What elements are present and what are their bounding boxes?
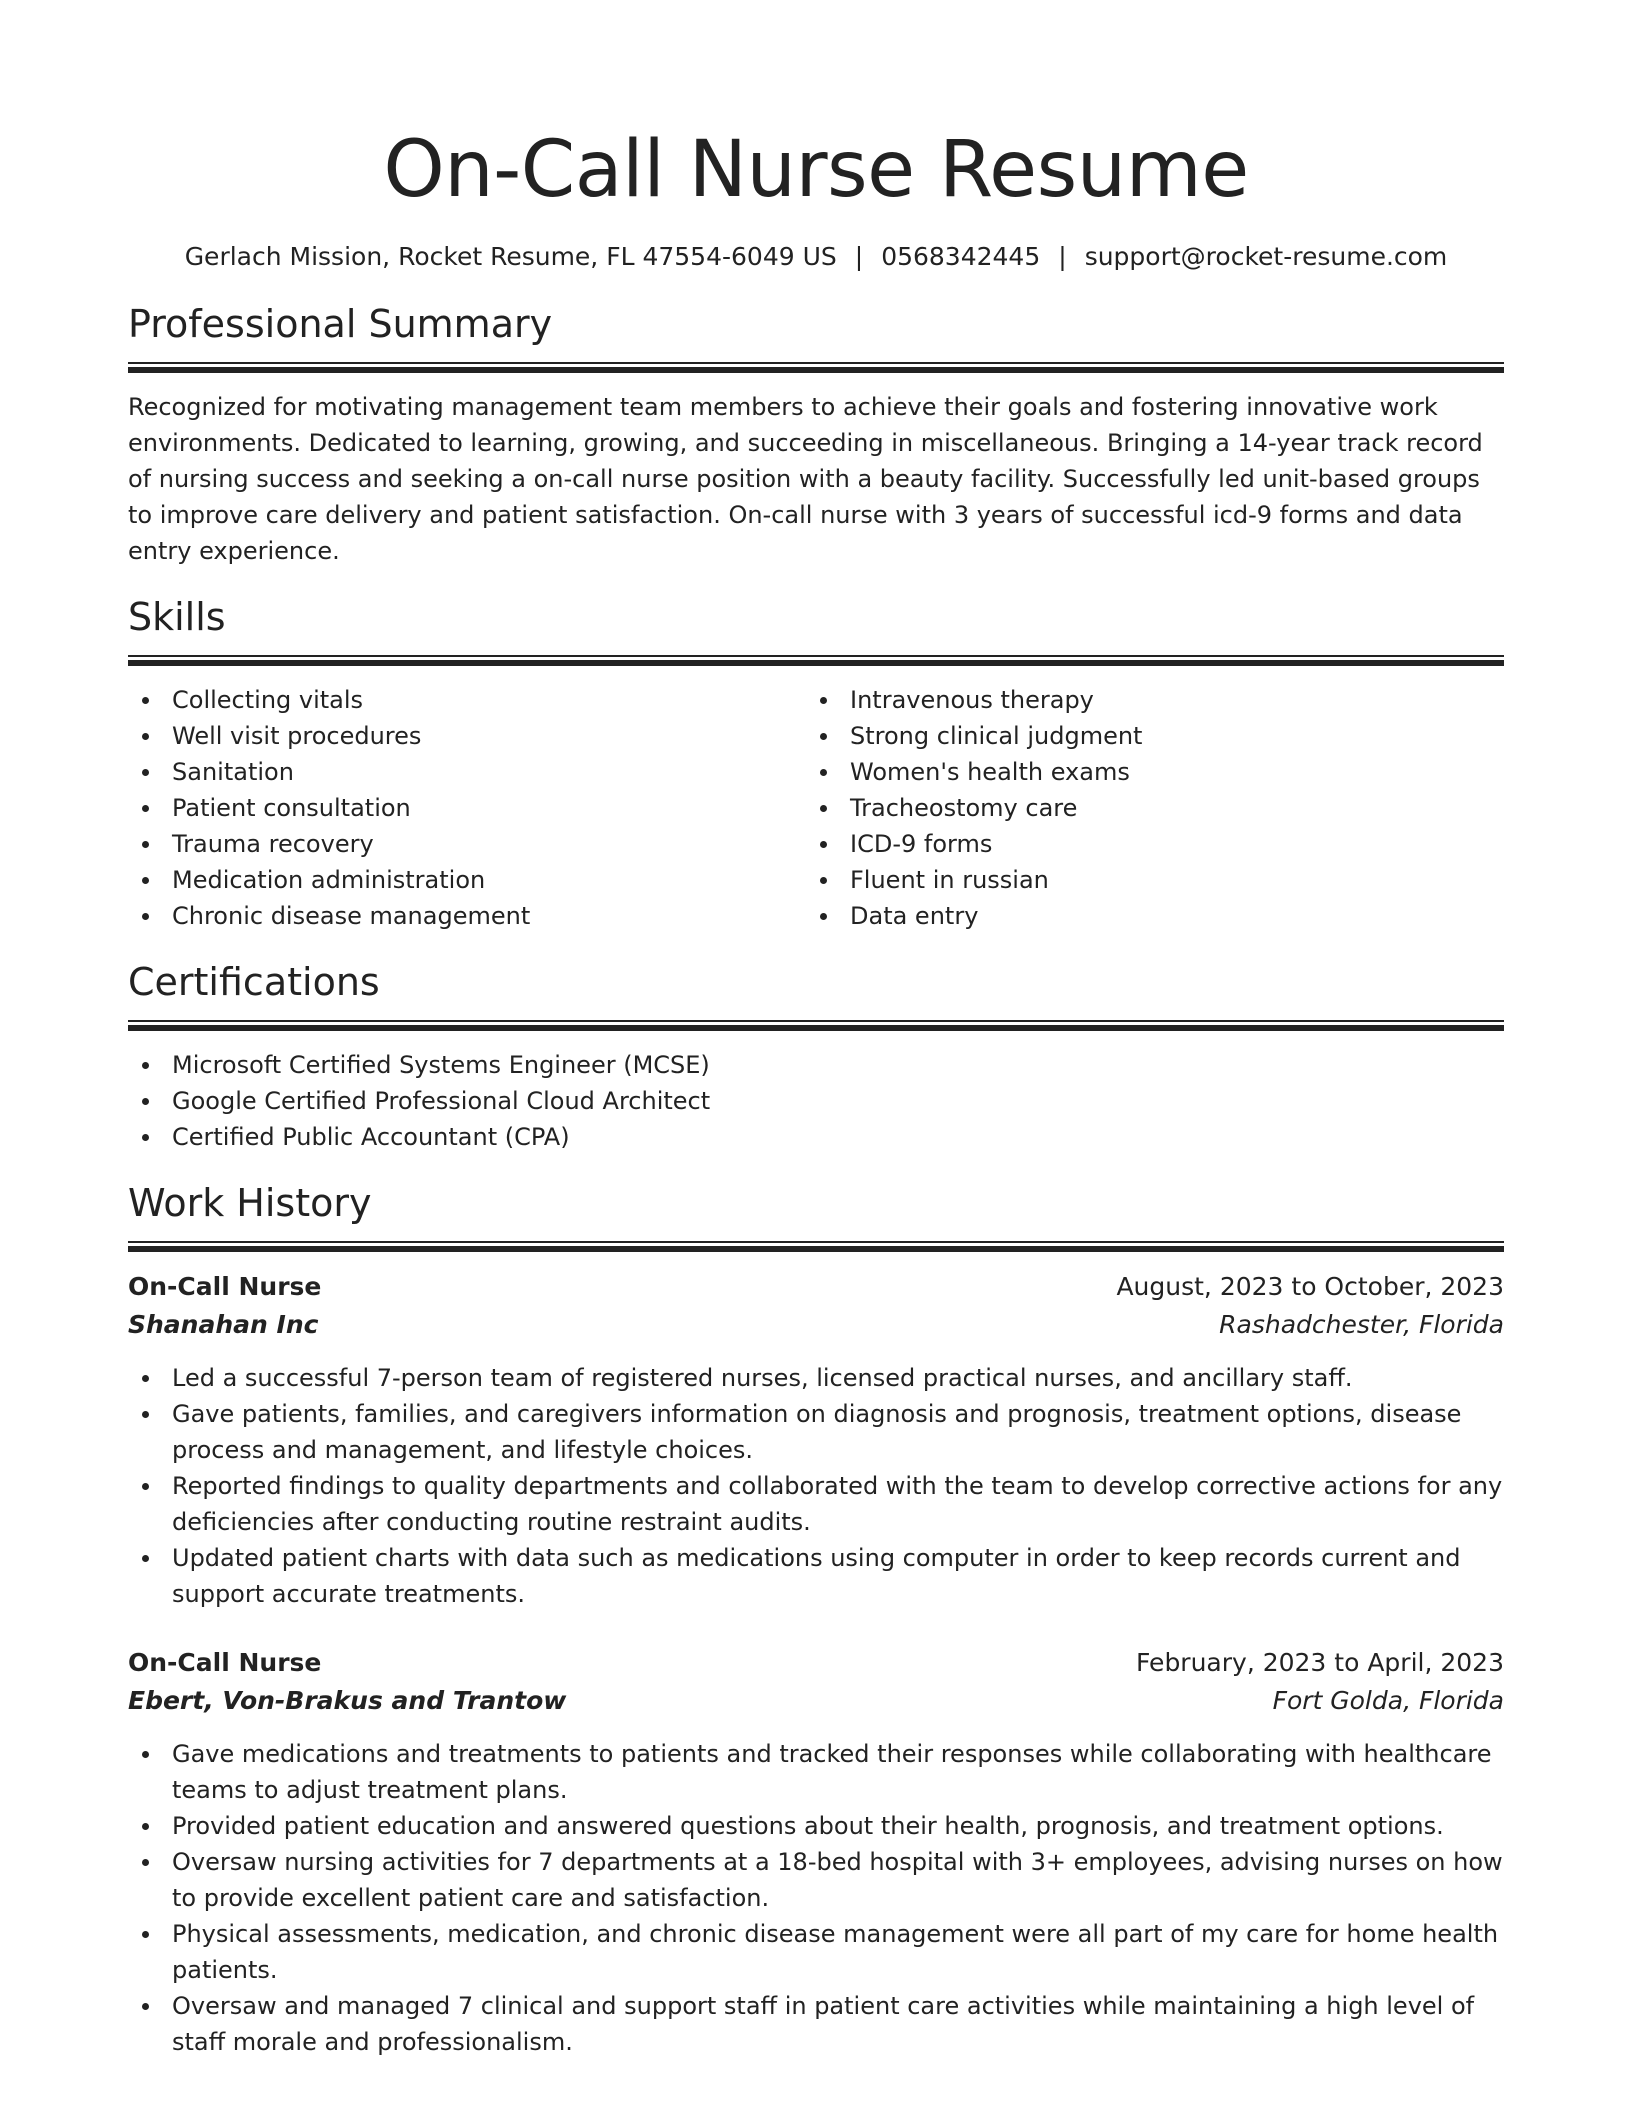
skills-section <box>128 593 1504 934</box>
certification-item: Certified Public Accountant (CPA) <box>128 1119 1504 1155</box>
work-history-heading: Work History <box>128 1181 372 1225</box>
resume-page <box>128 0 1504 2060</box>
skills-heading: Skills <box>128 595 226 639</box>
skills-list-left <box>128 682 806 934</box>
job-duty: Updated patient charts with data such as medications using computer in order to keep records current and support accurate treatments. <box>128 1540 1504 1612</box>
job-dates: August, 2023 to October, 2023 <box>1116 1272 1504 1301</box>
job-header <box>128 1268 1504 1306</box>
job-title: On-Call Nurse <box>128 1648 322 1677</box>
job-duty: Oversaw and managed 7 clinical and support staff in patient care activities while maintaining a high level of staff morale and professionalism. <box>128 1988 1504 2060</box>
contact-email: support@rocket-resume.com <box>1084 242 1448 271</box>
skill-item: Well visit procedures <box>128 718 806 754</box>
job-company: Ebert, Von-Brakus and Trantow <box>128 1686 567 1715</box>
job-subheader <box>128 1682 1504 1720</box>
job-duties-list <box>128 1360 1504 1612</box>
job-duty: Provided patient education and answered questions about their health, prognosis, and treatment options. <box>128 1808 1504 1844</box>
section-divider <box>128 1241 1504 1252</box>
contact-separator: | <box>854 242 864 271</box>
skills-grid <box>128 682 1504 934</box>
job-entry <box>128 1268 1504 1612</box>
job-duties-list <box>128 1736 1504 2060</box>
skill-item: Collecting vitals <box>128 682 806 718</box>
resume-title: On-Call Nurse Resume <box>383 125 1249 215</box>
contact-phone: 0568342445 <box>881 242 1041 271</box>
summary-heading: Professional Summary <box>128 302 553 346</box>
summary-text: Recognized for motivating management team members to achieve their goals and fostering innovative work environments. Dedicated to learning, growing, and succeeding in miscellaneous. Bringing a 14-year track record of nursing success and seeking a on-call nurse position with a beauty facility. Successfully led unit-based groups to improve care delivery and patient satisfaction. On-call nurse with 3 years of successful icd-9 forms and data entry experience. <box>128 393 1483 565</box>
skill-item: ICD-9 forms <box>806 826 1484 862</box>
job-duty: Gave patients, families, and caregivers information on diagnosis and prognosis, treatment options, disease process and management, and lifestyle choices. <box>128 1396 1504 1468</box>
job-duty: Gave medications and treatments to patients and tracked their responses while collaborating with healthcare teams to adjust treatment plans. <box>128 1736 1504 1808</box>
job-header <box>128 1644 1504 1682</box>
section-divider <box>128 362 1504 373</box>
contact-address: Gerlach Mission, Rocket Resume, FL 47554-6049 US <box>184 242 837 271</box>
certification-item: Google Certified Professional Cloud Architect <box>128 1083 1504 1119</box>
skill-item: Tracheostomy care <box>806 790 1484 826</box>
skills-list-right <box>806 682 1484 934</box>
skill-item: Intravenous therapy <box>806 682 1484 718</box>
skill-item: Strong clinical judgment <box>806 718 1484 754</box>
job-subheader <box>128 1306 1504 1344</box>
skill-item: Trauma recovery <box>128 826 806 862</box>
certification-item: Microsoft Certified Systems Engineer (MCSE) <box>128 1047 1504 1083</box>
job-company: Shanahan Inc <box>128 1310 319 1339</box>
skill-item: Patient consultation <box>128 790 806 826</box>
contact-line <box>128 240 1504 274</box>
contact-separator: | <box>1058 242 1067 271</box>
skill-item: Medication administration <box>128 862 806 898</box>
job-duty: Physical assessments, medication, and chronic disease management were all part of my care for home health patients. <box>128 1916 1504 1988</box>
job-location: Fort Golda, Florida <box>1272 1686 1504 1715</box>
job-location: Rashadchester, Florida <box>1219 1310 1504 1339</box>
job-title: On-Call Nurse <box>128 1272 322 1301</box>
skill-item: Sanitation <box>128 754 806 790</box>
skill-item: Chronic disease management <box>128 898 806 934</box>
work-history-section <box>128 1179 1504 2060</box>
certifications-list <box>128 1047 1504 1155</box>
summary-section <box>128 300 1504 569</box>
skill-item: Women's health exams <box>806 754 1484 790</box>
job-duty: Led a successful 7-person team of registered nurses, licensed practical nurses, and ancillary staff. <box>128 1360 1504 1396</box>
job-dates: February, 2023 to April, 2023 <box>1136 1648 1504 1677</box>
certifications-heading: Certifications <box>128 960 380 1004</box>
job-duty: Reported findings to quality departments and collaborated with the team to develop corrective actions for any deficiencies after conducting routine restraint audits. <box>128 1468 1504 1540</box>
skill-item: Data entry <box>806 898 1484 934</box>
skill-item: Fluent in russian <box>806 862 1484 898</box>
job-duty: Oversaw nursing activities for 7 departments at a 18-bed hospital with 3+ employees, advising nurses on how to provide excellent patient care and satisfaction. <box>128 1844 1504 1916</box>
section-divider <box>128 1020 1504 1031</box>
certifications-section <box>128 958 1504 1155</box>
section-divider <box>128 655 1504 666</box>
job-entry <box>128 1644 1504 2060</box>
